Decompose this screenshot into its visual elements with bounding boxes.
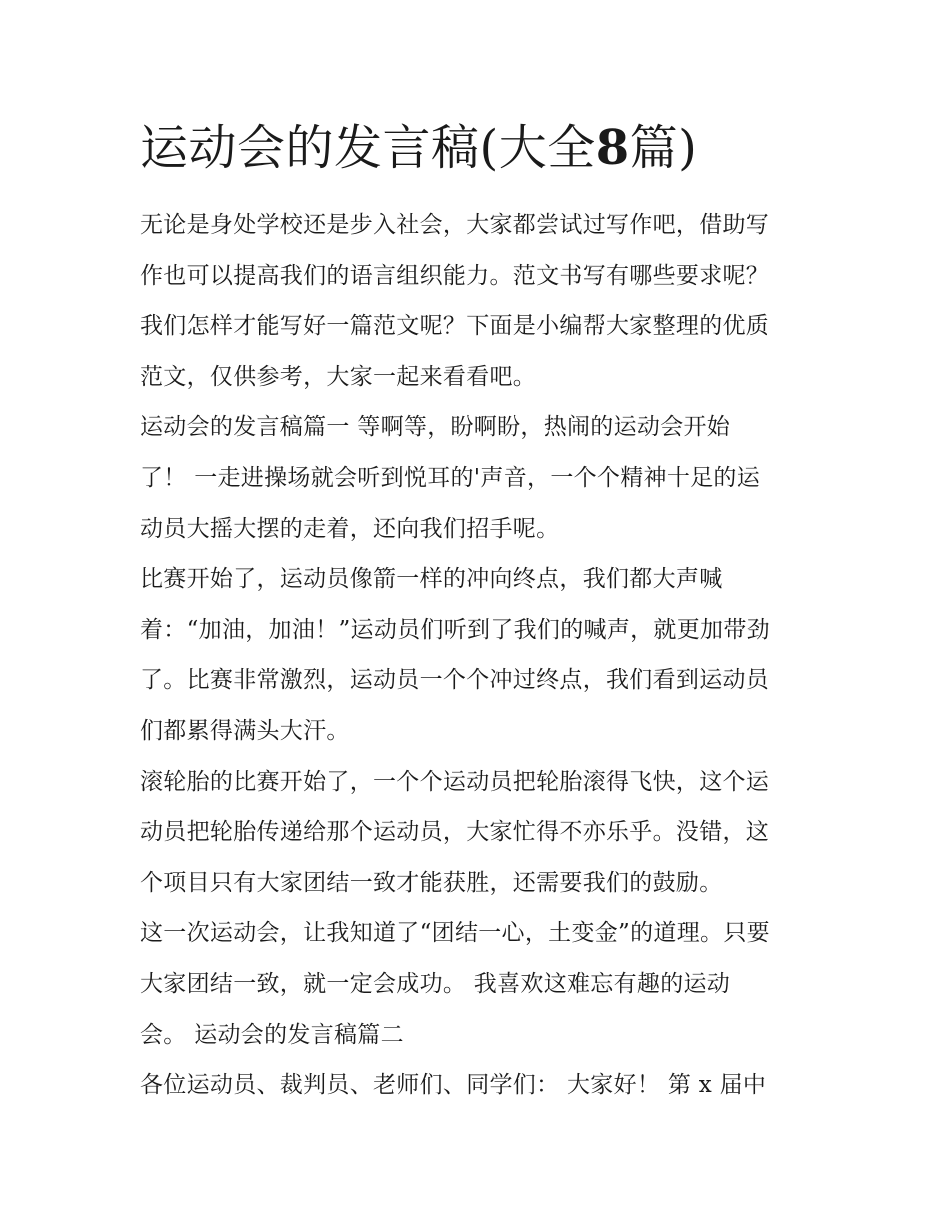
text-line: 作也可以提高我们的语言组织能力。范文书写有哪些要求呢？ [140,262,770,289]
paragraph-speech-one [140,402,820,554]
title-suffix: 篇) [629,120,698,176]
title-prefix: 运动会的发言稿(大全 [140,120,596,176]
paragraph-intro [140,200,820,402]
text-line: 范文，仅供参考，大家一起来看看吧。 [140,363,537,390]
text-line: 大家团结一致，就一定会成功。 我喜欢这难忘有趣的运动 [140,970,731,997]
title-number: 8 [595,120,630,176]
text-line: 我们怎样才能写好一篇范文呢？下面是小编帮大家整理的优质 [140,313,770,340]
document-title [140,118,840,178]
text-line: 了！ 一走进操场就会听到悦耳的'声音，一个个精神十足的运 [140,464,761,491]
text-line: 个项目只有大家团结一致才能获胜，还需要我们的鼓励。 [140,869,723,896]
paragraph-tire-race [140,757,820,909]
paragraph-race [140,554,820,756]
document-body [140,200,820,1111]
text-line: 会。 运动会的发言稿篇二 [140,1021,404,1048]
text-line: 们都累得满头大汗。 [140,717,350,744]
text-line: 滚轮胎的比赛开始了，一个个运动员把轮胎滚得飞快，这个运 [140,768,770,795]
text-line: 这一次运动会，让我知道了“团结一心，土变金”的道理。只要 [140,920,770,947]
paragraph-speech-two [140,1060,820,1111]
text-line: 动员大摇大摆的走着，还向我们招手呢。 [140,515,560,542]
paragraph-unity [140,908,820,1060]
text-line: 着：“加油，加油！”运动员们听到了我们的喊声，就更加带劲 [140,616,770,643]
text-line: 比赛开始了，运动员像箭一样的冲向终点，我们都大声喊 [140,566,723,593]
text-line: 运动会的发言稿篇一 等啊等，盼啊盼，热闹的运动会开始 [140,414,731,441]
text-line: 动员把轮胎传递给那个运动员，大家忙得不亦乐乎。没错，这 [140,819,770,846]
text-line: 了。比赛非常激烈，运动员一个个冲过终点，我们看到运动员 [140,667,770,694]
text-line: 无论是身处学校还是步入社会，大家都尝试过写作吧，借助写 [140,212,770,238]
text-line: 各位运动员、裁判员、老师们、同学们： 大家好！ 第 x 届中 [140,1072,767,1099]
